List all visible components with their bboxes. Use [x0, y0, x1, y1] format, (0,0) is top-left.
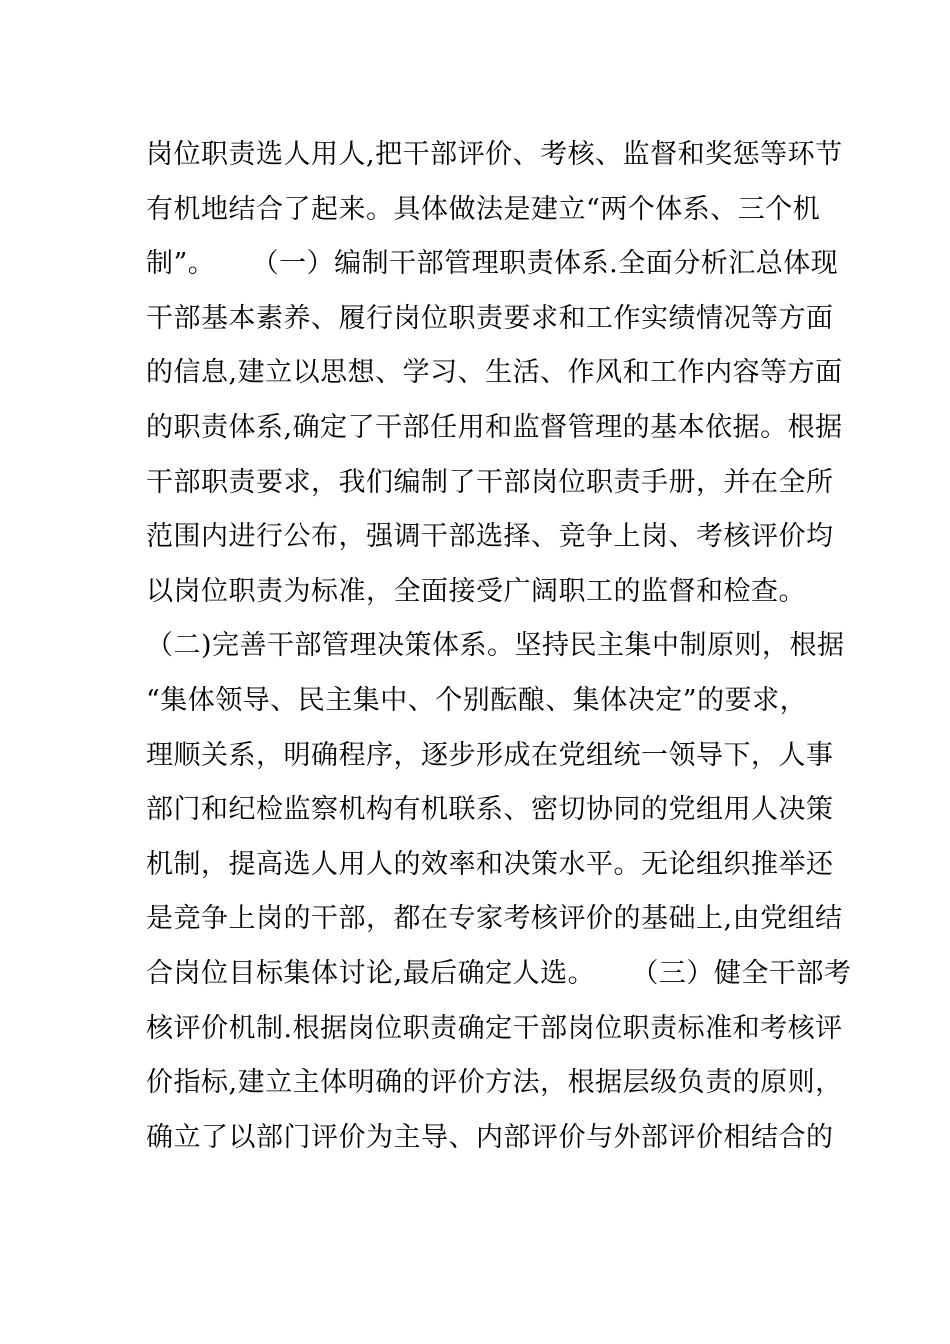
text-line: 干部基本素养、履行岗位职责要求和工作实绩情况等方面 [146, 302, 834, 334]
text-line: 的职责体系,确定了干部任用和监督管理的基本依据。根据 [146, 411, 843, 443]
text-line: 价指标,建立主体明确的评价方法，根据层级负责的原则， [146, 1067, 843, 1099]
text-line: 核评价机制.根据岗位职责确定干部岗位职责标准和考核评 [146, 1012, 843, 1044]
text-line: 确立了以部门评价为主导、内部评价与外部评价相结合的 [146, 1121, 834, 1153]
body-text [146, 128, 852, 1165]
text-line: 范围内进行公布，强调干部选择、竞争上岗、考核评价均 [146, 521, 834, 553]
text-line: 制”。 （一）编制干部管理职责体系.全面分析汇总体现 [146, 248, 839, 280]
text-line: 岗位职责选人用人,把干部评价、考核、监督和奖惩等环节 [146, 139, 843, 170]
text-line: 干部职责要求，我们编制了干部岗位职责手册，并在全所 [146, 466, 834, 498]
text-line: 理顺关系，明确程序，逐步形成在党组统一领导下，人事 [146, 739, 834, 771]
text-line: 合岗位目标集体讨论,最后确定人选。 （三）健全干部考 [146, 957, 852, 989]
text-line: 有机地结合了起来。具体做法是建立“两个体系、三个机 [146, 193, 821, 225]
text-line: 是竞争上岗的干部，都在专家考核评价的基础上,由党组结 [146, 903, 843, 935]
text-line: 的信息,建立以思想、学习、生活、作风和工作内容等方面 [146, 357, 843, 389]
text-line: 以岗位职责为标准，全面接受广阔职工的监督和检查。 [146, 575, 806, 607]
text-line: 部门和纪检监察机构有机联系、密切协同的党组用人决策 [146, 794, 834, 826]
text-line: （二)完善干部管理决策体系。坚持民主集中制原则，根据 [146, 630, 845, 662]
text-line: “集体领导、民主集中、个别酝酿、集体决定”的要求， [146, 684, 808, 716]
text-line: 机制，提高选人用人的效率和决策水平。无论组织推举还 [146, 848, 834, 880]
